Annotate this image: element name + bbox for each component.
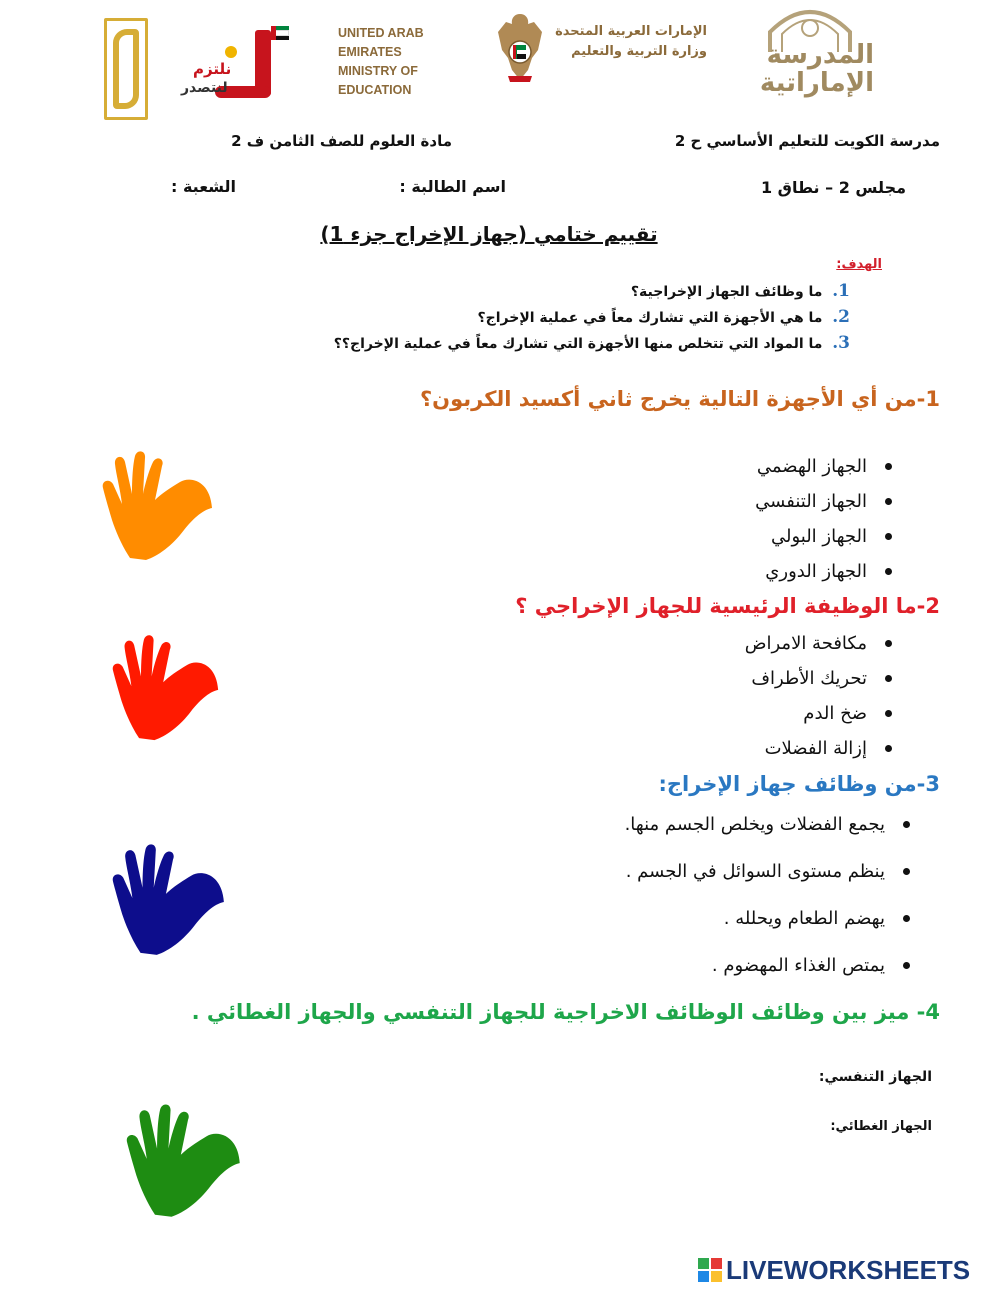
- ministry-name-english: UNITED ARAB EMIRATES MINISTRY OF EDUCATION: [338, 26, 424, 97]
- option-item[interactable]: تحريك الأطراف: [751, 668, 892, 689]
- option-item[interactable]: الجهاز الهضمي: [757, 456, 892, 477]
- hand-shape: [113, 844, 224, 954]
- hand-blue-icon: [110, 842, 232, 958]
- worksheet-title: تقييم ختامي (جهاز الإخراج جزء 1): [320, 222, 658, 246]
- goal-item: 1. ما وظائف الجهاز الإخراجية؟: [630, 281, 850, 301]
- option-item[interactable]: ينظم مستوى السوائل في الجسم .: [626, 861, 910, 882]
- option-item[interactable]: الجهاز البولي: [771, 526, 892, 547]
- hand-shape: [127, 1104, 240, 1216]
- option-item[interactable]: يجمع الفضلات ويخلص الجسم منها.: [625, 814, 910, 835]
- option-item[interactable]: يهضم الطعام ويحلله .: [724, 908, 910, 929]
- answer-label-respiratory: الجهاز التنفسي:: [818, 1069, 932, 1085]
- slogan-logo: نلتزم لنتصدر: [175, 22, 290, 102]
- liveworksheets-icon: [698, 1258, 722, 1282]
- option-item[interactable]: مكافحة الامراض: [745, 633, 892, 654]
- question-2: 2-ما الوظيفة الرئيسية للجهاز الإخراجي ؟: [515, 594, 940, 618]
- ministry-name-arabic: الإمارات العربية المتحدة وزارة التربية والتعليم: [555, 24, 707, 59]
- option-item[interactable]: ضخ الدم: [803, 703, 892, 724]
- uae-emblem-icon: [494, 10, 546, 86]
- emirati-school-logo: المدرسة الإماراتية: [740, 2, 880, 102]
- liveworksheets-logo: LIVEWORKSHEETS: [698, 1255, 994, 1285]
- hand-shape: [103, 451, 212, 560]
- goal-item: 2. ما هي الأجهزة التي تشارك معاً في عملية الإخراج؟: [477, 307, 850, 327]
- hand-red-icon: [108, 634, 228, 742]
- question-3-options: [490, 814, 910, 984]
- hand-shape: [113, 635, 218, 740]
- school-name: مدرسة الكويت للتعليم الأساسي ح 2: [674, 132, 940, 150]
- subject-label: مادة العلوم للصف الثامن ف 2: [231, 132, 452, 150]
- goal-item: 3. ما المواد التي تتخلص منها الأجهزة التي تشارك معاً في عملية الإخراج؟؟: [333, 333, 850, 353]
- goals-label: الهدف:: [836, 257, 882, 272]
- school-calligraphy-logo: [104, 18, 148, 120]
- option-item[interactable]: إزالة الفضلات: [765, 738, 892, 759]
- hand-green-icon: [124, 1102, 248, 1220]
- student-name-label: اسم الطالبة :: [399, 177, 506, 196]
- question-4: 4- ميز بين وظائف الوظائف الاخراجية للجهاز التنفسي والجهاز الغطائي .: [191, 1000, 940, 1024]
- answer-field-respiratory[interactable]: [300, 1084, 800, 1085]
- question-1: 1-من أي الأجهزة التالية يخرج ثاني أكسيد الكربون؟: [419, 387, 940, 411]
- council-label: مجلس 2 – نطاق 1: [760, 178, 906, 197]
- option-item[interactable]: الجهاز التنفسي: [755, 491, 892, 512]
- question-3: 3-من وظائف جهاز الإخراج:: [658, 772, 940, 796]
- option-item[interactable]: الجهاز الدوري: [765, 561, 892, 582]
- question-2-options: [492, 633, 892, 773]
- section-label: الشعبة :: [170, 177, 236, 196]
- hand-orange-icon: [100, 450, 220, 562]
- answer-label-integumentary: الجهاز الغطائي:: [830, 1119, 932, 1134]
- question-1-options: [492, 456, 892, 596]
- answer-field-integumentary[interactable]: [300, 1134, 800, 1135]
- option-item[interactable]: يمتص الغذاء المهضوم .: [712, 955, 910, 976]
